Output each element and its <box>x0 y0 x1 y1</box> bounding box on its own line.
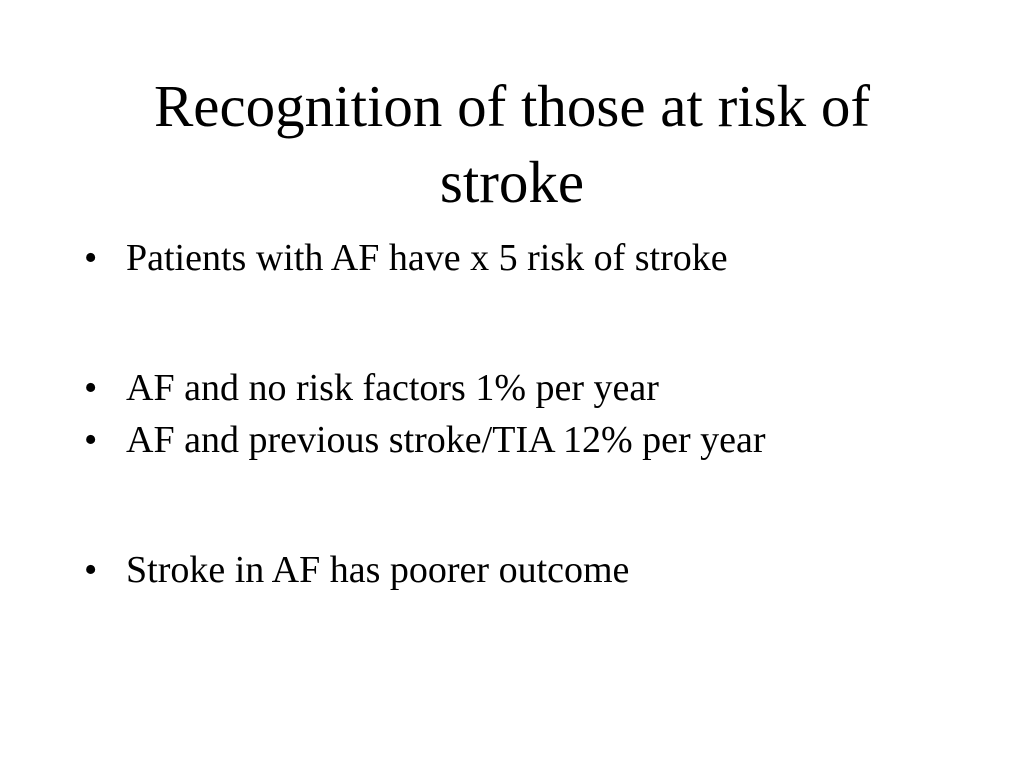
bullet-text: Patients with AF have x 5 risk of stroke <box>126 237 728 279</box>
bullet-marker: • <box>84 549 98 591</box>
bullet-marker: • <box>84 419 98 461</box>
bullet-item <box>84 414 964 466</box>
bullet-marker: • <box>84 367 98 409</box>
bullet-marker: • <box>84 237 98 279</box>
bullet-text: Stroke in AF has poorer outcome <box>126 549 630 591</box>
bullet-item <box>84 232 964 284</box>
bullet-list <box>84 232 964 596</box>
slide-title: Recognition of those at risk of stroke <box>153 73 871 215</box>
bullet-text: AF and previous stroke/TIA 12% per year <box>126 419 766 461</box>
bullet-item <box>84 362 964 414</box>
bullet-item <box>84 544 964 596</box>
bullet-text: AF and no risk factors 1% per year <box>126 367 659 409</box>
